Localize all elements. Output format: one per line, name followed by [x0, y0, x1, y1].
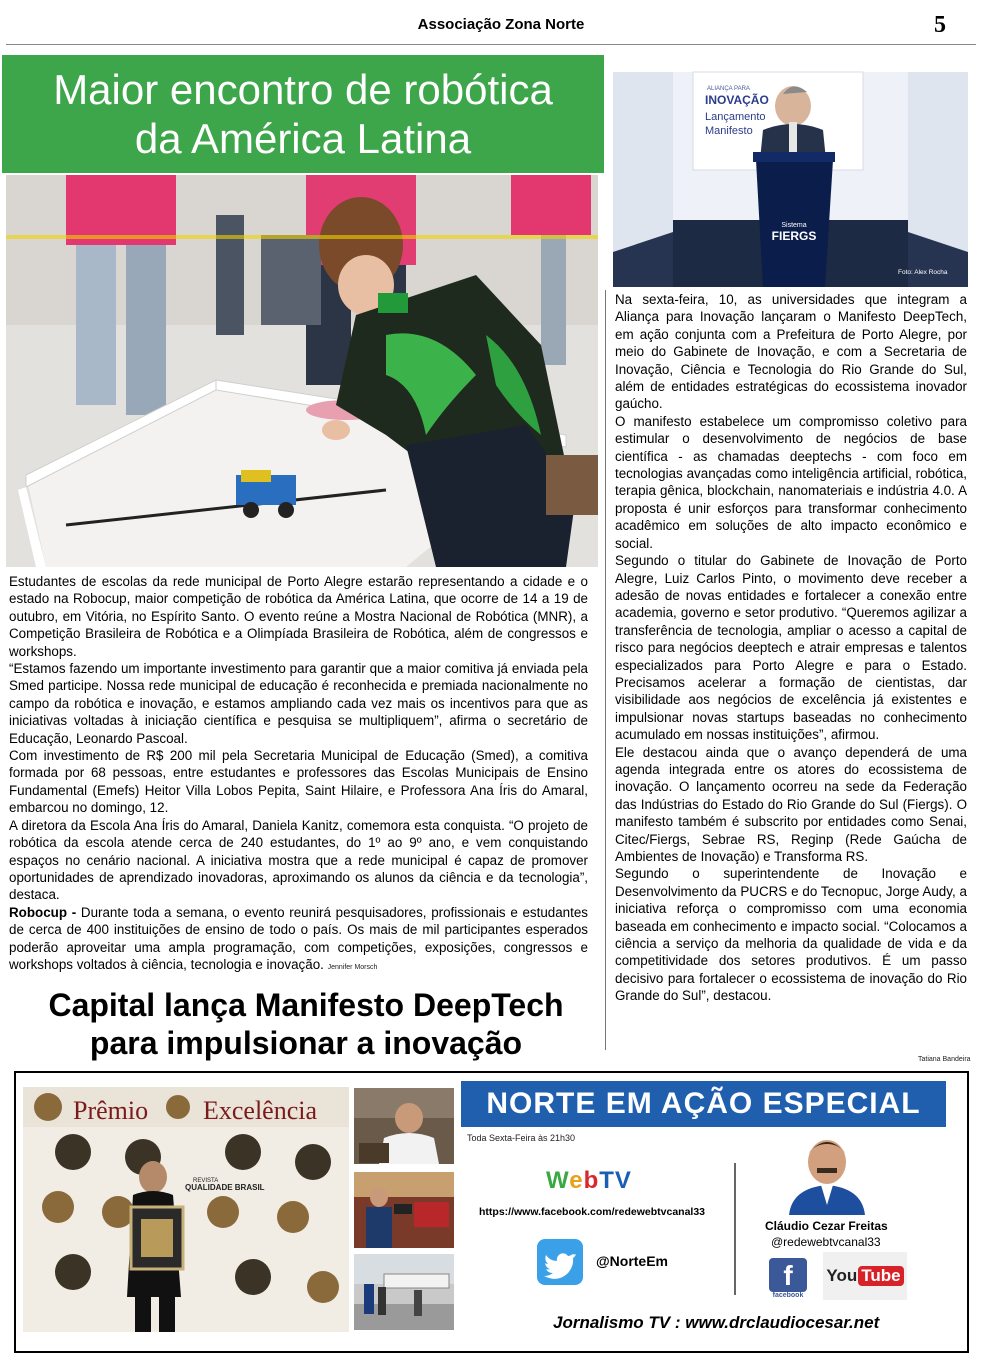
- host-portrait: [777, 1130, 877, 1215]
- facebook-icon[interactable]: f facebook: [769, 1258, 807, 1302]
- youtube-tube: Tube: [858, 1266, 903, 1286]
- twitter-handle[interactable]: @NorteEm: [596, 1253, 668, 1269]
- webtv-letter: b: [583, 1167, 600, 1194]
- ad-divider: [734, 1163, 736, 1295]
- robocup-text: Durante toda a semana, o evento reunirá pesquisadores, profissionais e estudantes de cerca de 400 instituições de ensino de todo o país. Os mais de mil participantes esperados poderão aproveitar uma ampla programação, com competições, exposições, congressos e workshops voltados à ciência, tecnologia e inovação.: [9, 904, 588, 972]
- webtv-letter: TV: [599, 1167, 632, 1194]
- article2-paragraph: Na sexta-feira, 10, as universidades que integram a Aliança para Inovação lançaram o Manifesto DeepTech, em ação conjunta com a Prefeitura de Porto Alegre, por meio do Gabinete de Inovação, e com a Secretaria de Inovação, Ciência e Tecnologia do Rio Grande do Sul, além de entidades estratégicas do ecossistema inovador gaúcho.: [615, 292, 967, 412]
- webtv-letter: e: [569, 1167, 584, 1194]
- award-word1: Prêmio: [73, 1096, 149, 1125]
- award-photo: [23, 1087, 349, 1332]
- award-logo-text: QUALIDADE BRASIL: [185, 1183, 265, 1192]
- webtv-logo: [546, 1167, 632, 1195]
- article1-headline-banner: [2, 55, 604, 173]
- webtv-letter: W: [546, 1167, 570, 1194]
- award-word2: Excelência: [203, 1096, 318, 1125]
- screen-line1-text: Lançamento: [705, 111, 766, 123]
- article2-paragraph: Ele destacou ainda que o avanço dependerá de uma agenda integrada entre os atores do ecossistema de inovação. O lançamento ocorreu na sede da Federação das Indústrias do Estado do Rio Grande do Sul (Fiergs). O manifesto também é subscrito por entidades como Senai, Citec/Fiergs, Sebrae RS, Reginp (Rede Gaúcha de Ambientes de Inovação) e Transforma RS.: [615, 744, 967, 864]
- award-logo-small: REVISTA: [193, 1178, 219, 1184]
- twitter-icon[interactable]: [537, 1239, 583, 1285]
- screen-small-text: ALIANÇA PARA: [707, 86, 750, 92]
- youtube-icon[interactable]: [823, 1252, 907, 1300]
- article2-paragraph: O manifesto estabelece um compromisso coletivo para estimular o desenvolvimento de negócios de base científica - as chamadas deeptechs - com foco em tecnologias avançadas como inteligência artificial, robótica, terapia gênica, blockchain, nanomateriais e indústria 4.0. A proposta é unir esforços para transformar conhecimento acadêmico em soluções de alto impacto econômico e social.: [615, 413, 967, 551]
- article2-photo-credit: Foto: Alex Rocha: [898, 269, 948, 276]
- robocup-lead: Robocup -: [9, 904, 77, 920]
- article2-paragraph: Segundo o superintendente de Inovação e Desenvolvimento da PUCRS e do Tecnopuc, Jorge Audy, a iniciativa reforça o compromisso com uma economia baseada em conhecimento e impacto social. “Colocamos a ciência a serviço da melhoria da qualidade de vida e da competitividade dos setores produtivos. É um passo decisivo para fortalecer o ecossistema de inovação do Rio Grande do Sul”, destacou.: [615, 866, 967, 1004]
- host-name: Cláudio Cezar Freitas: [765, 1219, 888, 1233]
- article2-body: [615, 291, 967, 1005]
- facebook-label: facebook: [772, 1292, 804, 1299]
- screen-brand-text: INOVAÇÃO: [705, 93, 769, 107]
- show-schedule: Toda Sexta-Feira às 21h30: [467, 1133, 576, 1143]
- article1-robocup-paragraph: [9, 904, 588, 977]
- street-parade-photo: [354, 1254, 454, 1330]
- article1-paragraph: A diretora da Escola Ana Íris do Amaral, Daniela Kanitz, comemora esta conquista. “O projeto de robótica da escola atende cerca de 240 estudantes, do 1º ao 9º ano, e vem conquistando espaços no cenário nacional. A iniciativa mostra que a rede municipal é capaz de promover oportunidades de aprendizado inovadoras, aproximando os alunos da ciência e da tecnologia”, destaca.: [9, 817, 588, 903]
- article1-paragraph: Com investimento de R$ 200 mil pela Secretaria Municipal de Educação (Smed), a comitiva formada por 68 pessoas, entre estudantes e professores das Escolas Municipais de Ensino Fundamental (Emefs) Heitor Villa Lobos Pepita, Saint Hilaire, e Professora Ana Íris do Amaral, embarcou no domingo, 12.: [9, 748, 588, 816]
- article2-headline: [4, 986, 608, 1062]
- header-divider: [6, 44, 976, 45]
- article2-headline-line1: Capital lança Manifesto DeepTech: [48, 987, 564, 1023]
- podium-line1-text: Sistema: [781, 222, 807, 229]
- screen-line2-text: Manifesto: [705, 125, 753, 137]
- podium-line2-text: FIERGS: [771, 229, 817, 243]
- column-divider: [605, 290, 606, 1050]
- manifesto-launch-photo: [613, 52, 968, 287]
- newspaper-header: Associação Zona Norte: [417, 16, 585, 33]
- article1-paragraph: “Estamos fazendo um importante investimento para garantir que a maior comitiva já enviada pela Smed participe. Nossa rede municipal de educação é reconhecida e premiada nacionalmente no campo da robótica e inovação, e estamos ampliando cada vez mais os incentivos para que as iniciativas voltadas à iniciação científica e pesquisa se multipliquem”, afirma o secretário de Educação, Leonardo Pascoal.: [9, 661, 588, 746]
- facebook-url-link[interactable]: https://www.facebook.com/redewebtvcanal33: [479, 1206, 706, 1218]
- article1-body: [9, 573, 588, 976]
- show-title-banner: NORTE EM AÇÃO ESPECIAL: [461, 1081, 946, 1127]
- host-chef-photo: [354, 1088, 454, 1164]
- article2-author: Tatiana Bandeira: [918, 1056, 971, 1063]
- article1-photo-credit: Jennifer Morsch: [327, 963, 378, 971]
- article2-paragraph: Segundo o titular do Gabinete de Inovação de Porto Alegre, Luiz Carlos Pinto, o movimento deve receber a adesão de novas entidades e fortalecer a conexão entre academia, governo e setor produtivo. “Queremos agilizar a transferência de tecnologia, ampliar o acesso a capital de risco para negócios deeptech e atrair empresas e talentos especializados para Porto Alegre e para o Estado. Precisamos acelerar a formação de cientistas, dar visibilidade aos negócios de excelência já existentes e impulsionar novas startups baseadas no conhecimento acumulado em nossas instituições”, afirmou.: [615, 553, 967, 743]
- article1-headline-line2: da América Latina: [134, 115, 472, 162]
- tv-crew-photo: [354, 1172, 454, 1248]
- youtube-you: You: [826, 1266, 858, 1285]
- article1-headline-line1: Maior encontro de robótica: [53, 66, 553, 113]
- page-number: 5: [934, 12, 946, 38]
- host-handle[interactable]: @redewebtvcanal33: [771, 1235, 881, 1249]
- robotics-photo: [6, 175, 598, 567]
- article2-headline-line2: para impulsionar a inovação: [89, 1025, 523, 1061]
- article1-paragraph: Estudantes de escolas da rede municipal de Porto Alegre estarão representando a cidade e o estado na Robocup, maior competição de robótica da América Latina, que ocorre de 14 a 19 de outubro, em Vitória, no Espírito Santo. O evento reúne a Mostra Nacional de Robótica (MNR), a Competição Brasileira de Robótica e a Olimpíada Brasileira de Robótica, além de congressos e workshops.: [9, 574, 588, 659]
- journalism-site-link[interactable]: Jornalismo TV : www.drclaudiocesar.net: [553, 1313, 880, 1332]
